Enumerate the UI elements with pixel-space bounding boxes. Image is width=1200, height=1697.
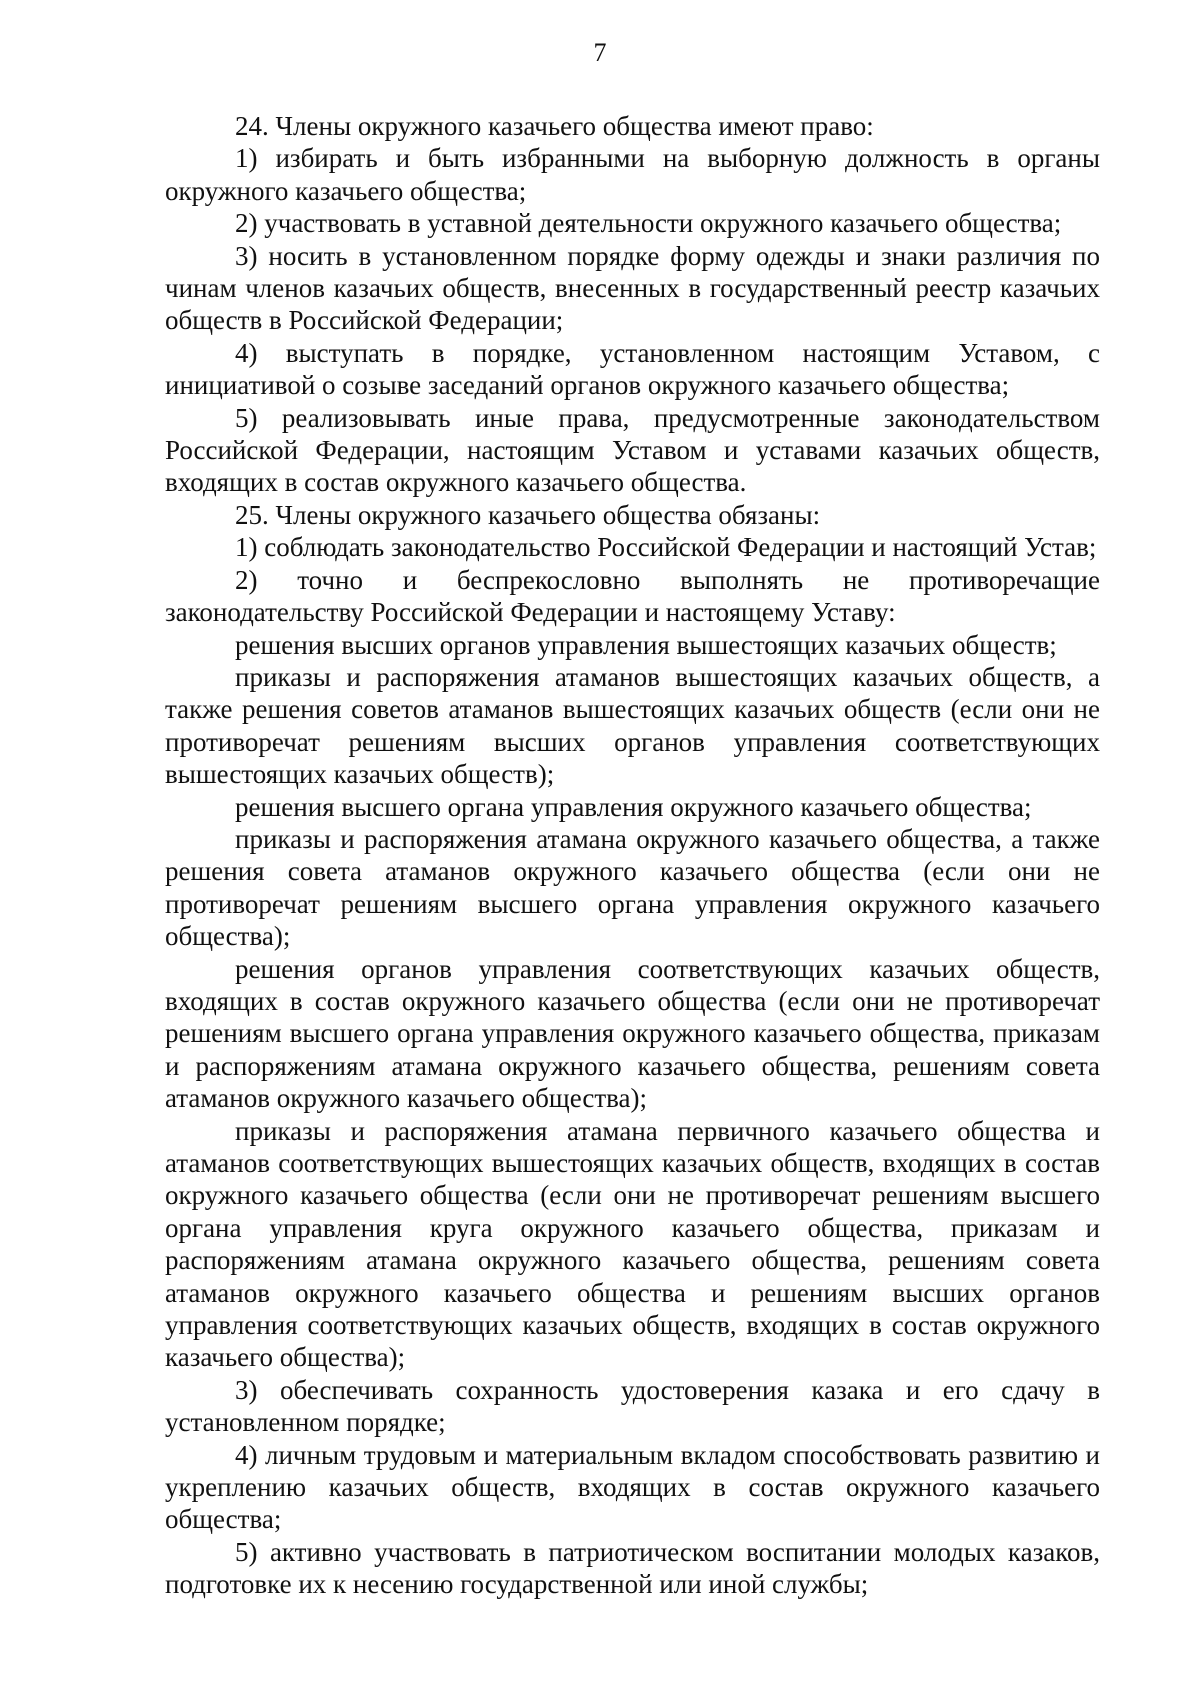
paragraph-25-item-3: 3) обеспечивать сохранность удостоверения казака и его сдачу в установленном порядке;	[165, 1374, 1100, 1438]
paragraph-25-item-2-sub-4: приказы и распоряжения атамана окружного казачьего общества, а также решения совета атаманов окружного казачьего общества (если они не противоречат решениям высшего органа управления окружного казачьего общества);	[165, 823, 1100, 952]
paragraph-25-item-2: 2) точно и беспрекословно выполнять не противоречащие законодательству Российской Федерации и настоящему Уставу:	[165, 564, 1100, 628]
paragraph-24-item-4: 4) выступать в порядке, установленном настоящим Уставом, с инициативой о созыве заседаний органов окружного казачьего общества;	[165, 337, 1100, 401]
paragraph-25-item-2-sub-3: решения высшего органа управления окружного казачьего общества;	[235, 791, 1032, 822]
page-number: 7	[593, 38, 607, 67]
paragraph-24-item-1: 1) избирать и быть избранными на выборную должность в органы окружного казачьего общества;	[165, 143, 1100, 206]
paragraph-25-heading: 25. Члены окружного казачьего общества обязаны:	[235, 499, 821, 530]
paragraph-25-item-2-sub-2: приказы и распоряжения атаманов вышестоящих казачьих обществ, а также решения советов атаманов вышестоящих казачьих обществ (если они не противоречат решениям высших органов управления соответствующих вышестоящих казачьих обществ);	[165, 661, 1100, 790]
paragraph-25-item-4: 4) личным трудовым и материальным вкладом способствовать развитию и укреплению казачьих обществ, входящих в состав окружного казачьего общества;	[165, 1439, 1100, 1535]
paragraph-25-item-2-sub-5: решения органов управления соответствующих казачьих обществ, входящих в состав окружного казачьего общества (если они не противоречат решениям высшего органа управления окружного казачьего общества, приказам и распоряжениям атамана окружного казачьего общества, решениям совета атаманов окружного казачьего общества);	[165, 953, 1100, 1114]
paragraph-24-item-5: 5) реализовывать иные права, предусмотренные законодательством Российской Федерации, настоящим Уставом и уставами казачьих обществ, входящих в состав окружного казачьего общества.	[165, 402, 1100, 498]
paragraph-24-item-3: 3) носить в установленном порядке форму одежды и знаки различия по чинам членов казачьих обществ, внесенных в государственный реестр казачьих обществ в Российской Федерации;	[165, 240, 1100, 336]
document-body	[165, 110, 1100, 1601]
paragraph-24-heading: 24. Члены окружного казачьего общества имеют право:	[235, 111, 874, 141]
paragraph-25-item-5: 5) активно участвовать в патриотическом воспитании молодых казаков, подготовке их к несению государственной или иной службы;	[165, 1536, 1100, 1600]
paragraph-25-item-2-sub-1: решения высших органов управления вышестоящих казачьих обществ;	[235, 629, 1057, 660]
paragraph-25-item-2-sub-6: приказы и распоряжения атамана первичного казачьего общества и атаманов соответствующих вышестоящих казачьих обществ, входящих в состав окружного казачьего общества (если они не противоречат решениям высшего органа управления круга окружного казачьего общества, приказам и распоряжениям атамана окружного казачьего общества, решениям совета атаманов окружного казачьего общества и решениям высших органов управления соответствующих казачьих обществ, входящих в состав окружного казачьего общества);	[165, 1115, 1100, 1373]
paragraph-25-item-1: 1) соблюдать законодательство Российской Федерации и настоящий Устав;	[235, 532, 1097, 563]
paragraph-24-item-2: 2) участвовать в уставной деятельности окружного казачьего общества;	[235, 208, 1062, 239]
